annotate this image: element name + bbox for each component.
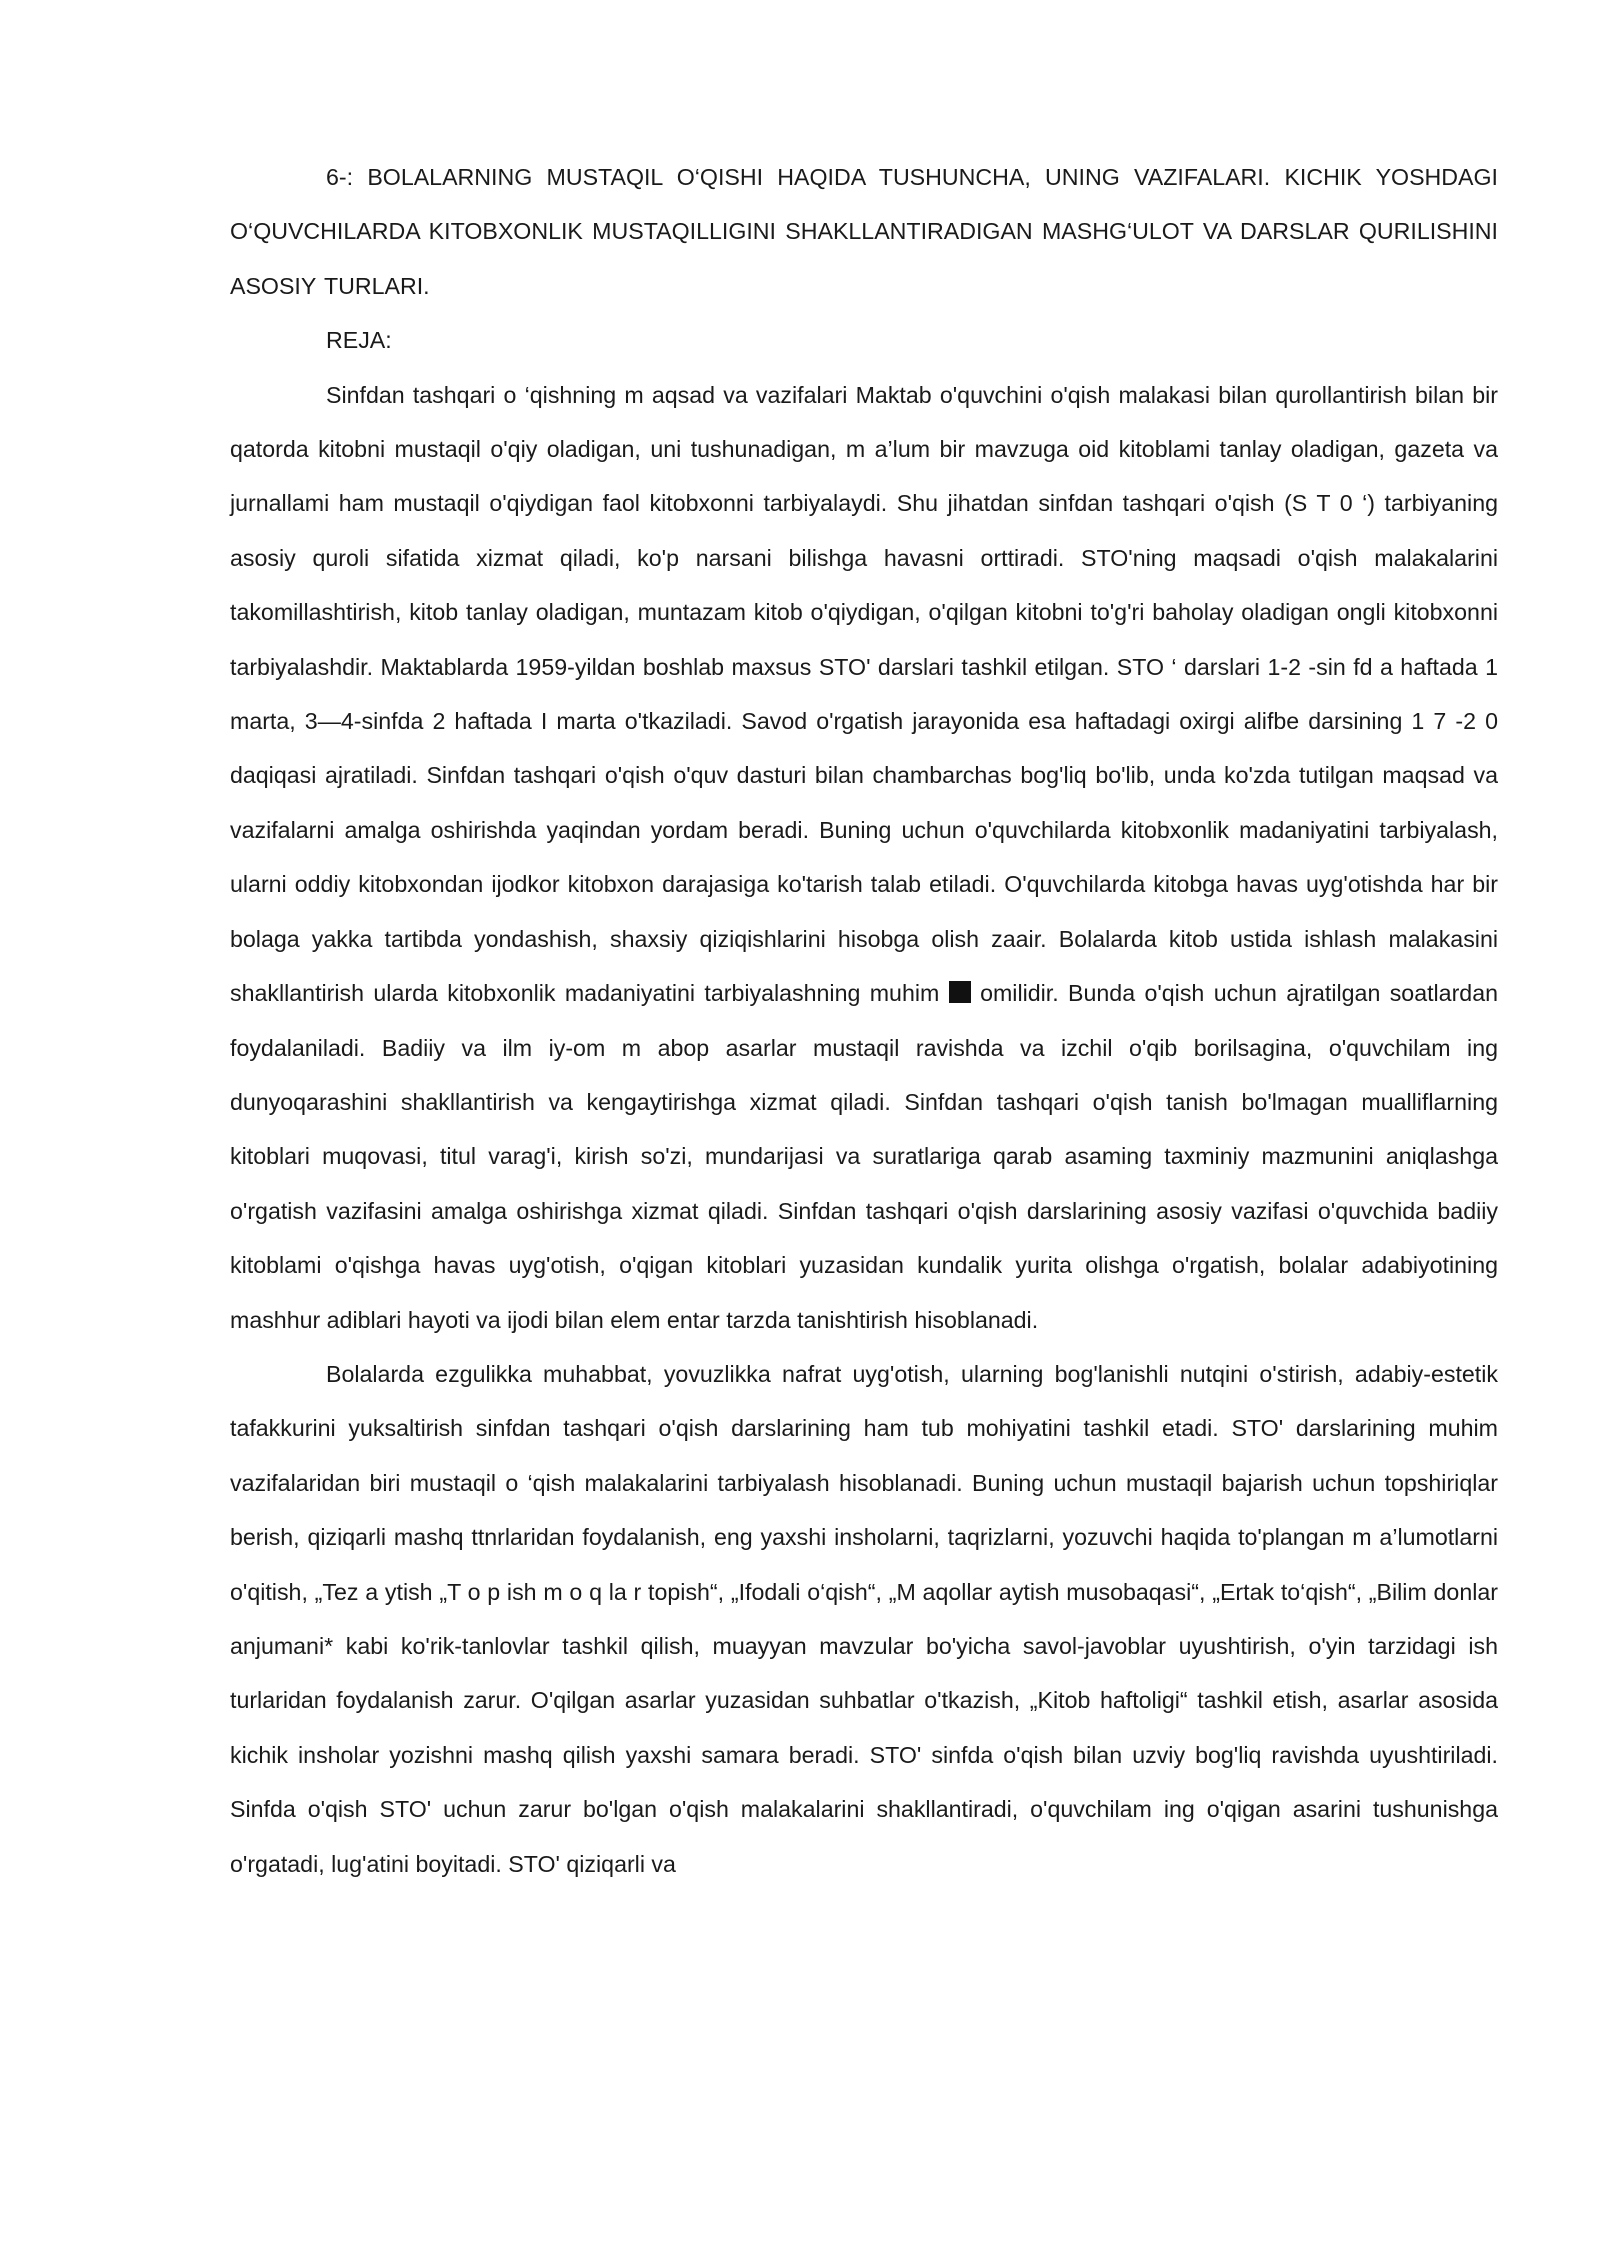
square-bullet-icon [949,981,971,1003]
paragraph-2: Bolalarda ezgulikka muhabbat, yovuzlikka nafrat uyg'otish, ularning bog'lanishli nutqini o'stirish, adabiy-estetik tafakkurini yuksaltirish sinfdan tashqari o'qish darslarining ham tub mohiyatini tashkil etadi. STO' darslarining muhim vazifalaridan biri mustaqil o ‘qish malakalarini tarbiyalash hisoblanadi. Buning uchun mustaqil bajarish uchun topshiriqlar berish, qiziqarli mashq ttnrlaridan foydalanish, eng yaxshi insholarni, taqrizlarni, yozuvchi haqida to'plangan m a’lumotlarni o'qitish, „Tez a ytish „T o p ish m o q la r topish“, „Ifodali o‘qish“, „M aqollar aytish musobaqasi“, „Ertak to‘qish“, „Bilim donlar anjumani* kabi ko'rik-tanlovlar tashkil qilish, muayyan mavzular bo'yicha savol-javoblar uyushtirish, o'yin tarzidagi ish turlaridan foydalanish zarur. O'qilgan asarlar yuzasidan suhbatlar o'tkazish, „Kitob haftoligi“ tashkil etish, asarlar asosida kichik insholar yozishni mashq qilish yaxshi samara beradi. STO' sinfda o'qish bilan uzviy bog'liq ravishda uyushtiriladi. Sinfda o'qish STO' uchun zarur bo'lgan o'qish malakalarini shakllantiradi, o'quvchilam ing o'qigan asarini tushunishga o'rgatadi, lug'atini boyitadi. STO' qiziqarli va [230,1360,1498,1877]
plan-label: REJA: [326,327,392,354]
paragraph-1-text-b: omilidir. Bunda o'qish uchun ajratilgan soatlardan foydalaniladi. Badiiy va ilm iy-om m abop asarlar mustaqil ravishda va izchil o'qib borilsagina, o'quvchilam ing dunyoqarashini shakllantirish va kengaytirishga xizmat qiladi. Sinfdan tashqari o'qish tanish bo'lmagan mualliflarning kitoblari muqovasi, titul varag'i, kirish so'zi, mundarijasi va suratlariga qarab asaming taxminiy mazmunini aniqlashga o'rgatish vazifasini amalga oshirishga xizmat qiladi. Sinfdan tashqari o'qish darslarining asosiy vazifasi o'quvchida badiiy kitoblami o'qishga havas uyg'otish, o'qigan kitoblari yuzasidan kundalik yurita olishga o'rgatish, bolalar adabiyotining mashhur adiblari hayoti va ijodi bilan elem entar tarzda tanishtirish hisoblanadi. [230,980,1498,1333]
document-heading: 6-: BOLALARNING MUSTAQIL O‘QISHI HAQIDA TUSHUNCHA, UNING VAZIFALARI. KICHIK YOSHDAGI O‘QUVCHILARDA KITOBXONLIK MUSTAQILLIGINI SHAKLLANTIRADIGAN MASHG‘ULOT VA DARSLAR QURILISHINI ASOSIY TURLARI. [230,164,1498,299]
paragraph-1-text-a: Sinfdan tashqari o ‘qishning m aqsad va vazifalari Maktab o'quvchini o'qish malakasi bilan qurollantirish bilan bir qatorda kitobni mustaqil o'qiy oladigan, uni tushunadigan, m a’lum bir mavzuga oid kitoblami tanlay oladigan, gazeta va jurnallami ham mustaqil o'qiydigan faol kitobxonni tarbiyalaydi. Shu jihatdan sinfdan tashqari o'qish (S T 0 ‘) tarbiyaning asosiy quroli sifatida xizmat qiladi, ko'p narsani bilishga havasni orttiradi. STO'ning maqsadi o'qish malakalarini takomillashtirish, kitob tanlay oladigan, muntazam kitob o'qiydigan, o'qilgan kitobni to'g'ri baholay oladigan ongli kitobxonni tarbiyalashdir. Maktablarda 1959-yildan boshlab maxsus STO' darslari tashkil etilgan. STO ‘ darslari 1-2 -sin fd a haftada 1 marta, 3—4-sinfda 2 haftada I marta o'tkaziladi. Savod o'rgatish jarayonida esa haftadagi oxirgi alifbe darsining 1 7 -2 0 daqiqasi ajratiladi. Sinfdan tashqari o'qish o'quv dasturi bilan chambarchas bog'liq bo'lib, unda ko'zda tutilgan maqsad va vazifalarni amalga oshirishda yaqindan yordam beradi. Buning uchun o'quvchilarda kitobxonlik madaniyatini tarbiyalash, ularni oddiy kitobxondan ijodkor kitobxon darajasiga ko'tarish talab etiladi. O'quvchilarda kitobga havas uyg'otishda har bir bolaga yakka tartibda yondashish, shaxsiy qiziqishlarini hisobga olish zaair. Bolalarda kitob ustida ishlash malakasini shakllantirish ularda kitobxonlik madaniyatini tarbiyalashning muhim [230,381,1498,1007]
document-page [230,150,1498,1891]
paragraph-1 [230,368,1498,1347]
